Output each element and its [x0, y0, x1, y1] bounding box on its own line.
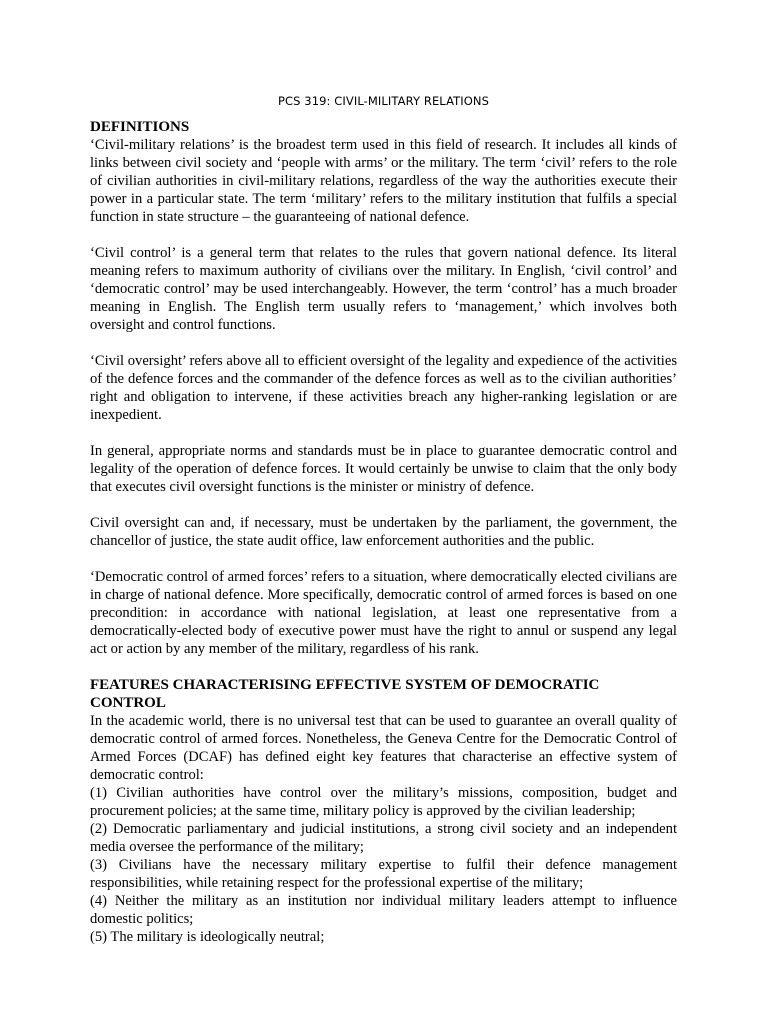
- section-heading-features: FEATURES CHARACTERISING EFFECTIVE SYSTEM OF DEMOCRATIC CONTROL: [90, 677, 600, 711]
- list-item-feature-3: (3) Civilians have the necessary military expertise to fulfil their defence management responsibilities, while retaining respect for the professional expertise of the military;: [90, 857, 677, 891]
- list-item-feature-5: (5) The military is ideologically neutral;: [90, 929, 325, 945]
- paragraph-features-intro: In the academic world, there is no universal test that can be used to guarantee an overall quality of democratic control of armed forces. Nonetheless, the Geneva Centre for the Democratic Control of Armed Forces (DCAF) has defined eight key features that characterise an effective system of democratic control:: [90, 713, 677, 783]
- section-heading-definitions: DEFINITIONS: [90, 119, 190, 135]
- list-item-feature-1: (1) Civilian authorities have control over the military’s missions, composition, budget and procurement policies; at the same time, military policy is approved by the civilian leadership;: [90, 785, 677, 819]
- list-item-feature-2: (2) Democratic parliamentary and judicial institutions, a strong civil society and an independent media oversee the performance of the military;: [90, 821, 677, 855]
- paragraph-norms-standards: In general, appropriate norms and standards must be in place to guarantee democratic control and legality of the operation of defence forces. It would certainly be unwise to claim that the only body that executes civil oversight functions is the minister or ministry of defence.: [90, 443, 677, 495]
- list-item-feature-4: (4) Neither the military as an institution nor individual military leaders attempt to influence domestic politics;: [90, 893, 677, 927]
- paragraph-oversight-bodies: Civil oversight can and, if necessary, must be undertaken by the parliament, the government, the chancellor of justice, the state audit office, law enforcement authorities and the public.: [90, 515, 677, 549]
- paragraph-civil-military-relations: ‘Civil-military relations’ is the broadest term used in this field of research. It includes all kinds of links between civil society and ‘people with arms’ or the military. The term ‘civil’ refers to the role of civilian authorities in civil-military relations, regardless of the way the authorities execute their power in a particular state. The term ‘military’ refers to the military institution that fulfils a special function in state structure – the guaranteeing of national defence.: [90, 137, 677, 225]
- paragraph-civil-oversight: ‘Civil oversight’ refers above all to efficient oversight of the legality and expedience of the activities of the defence forces and the commander of the defence forces as well as to the civilian authorities’ right and obligation to intervene, if these activities breach any higher-ranking legislation or are inexpedient.: [90, 353, 677, 423]
- paragraph-democratic-control: ‘Democratic control of armed forces’ refers to a situation, where democratically elected civilians are in charge of national defence. More specifically, democratic control of armed forces is based on one precondition: in accordance with national legislation, at least one representative from a democratically-elected body of executive power must have the right to annul or suspend any legal act or action by any member of the military, regardless of his rank.: [90, 569, 677, 657]
- paragraph-civil-control: ‘Civil control’ is a general term that relates to the rules that govern national defence. Its literal meaning refers to maximum authority of civilians over the military. In English, ‘civil control’ and ‘democratic control’ may be used interchangeably. However, the term ‘control’ has a much broader meaning in English. The English term usually refers to ‘management,’ which involves both oversight and control functions.: [90, 245, 677, 333]
- document-page: [90, 94, 677, 946]
- document-title: PCS 319: CIVIL-MILITARY RELATIONS: [277, 94, 490, 108]
